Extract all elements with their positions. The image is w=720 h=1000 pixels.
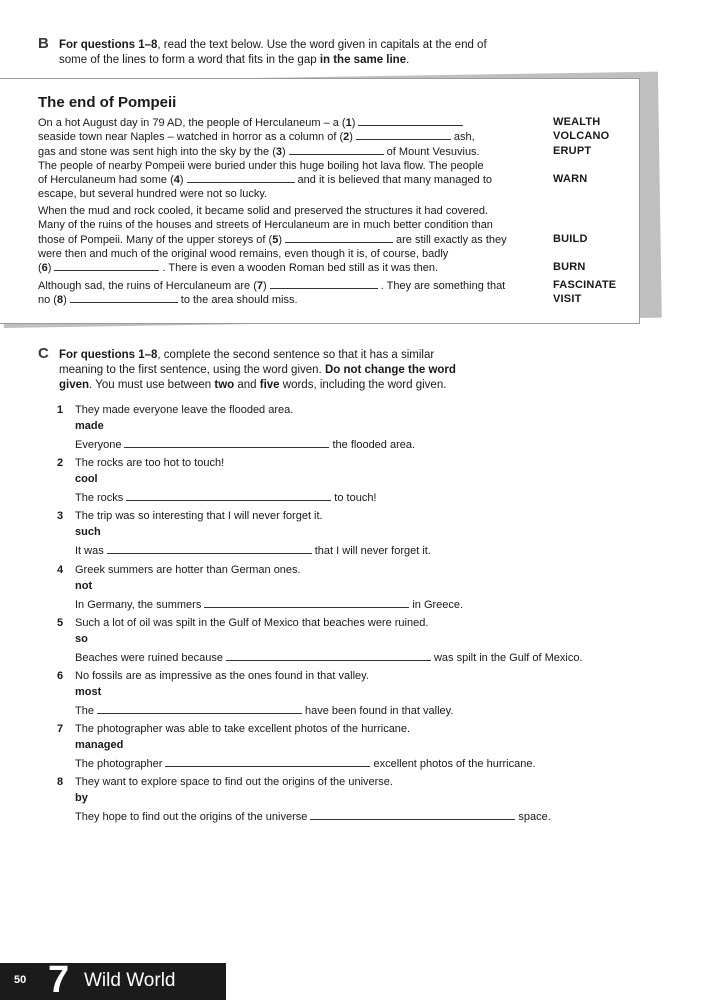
answer-gap[interactable] (310, 810, 515, 820)
answer-gap[interactable] (124, 438, 329, 448)
question-number: 3 (57, 510, 64, 522)
section-c-instructions: C For questions 1–8, complete the second sentence so that it has a similar meaning to the first sentence, using the word given. Do not change the word given. You must use between two and five words, including the word given. (38, 345, 456, 391)
keyword: VISIT (553, 293, 582, 305)
keyword: BURN (553, 261, 586, 273)
gap-number: 3 (275, 146, 282, 158)
question-number: 4 (57, 564, 64, 576)
answer-sentence: They hope to find out the origins of the universe space. (75, 811, 551, 823)
key-word: most (75, 686, 102, 698)
answer-sentence: The rocks to touch! (75, 492, 377, 504)
passage-line: When the mud and rock cooled, it became solid and preserved the structures it had covered. (38, 205, 489, 217)
section-letter: C (38, 345, 49, 362)
section-b-instructions: B For questions 1–8, read the text below. Use the word given in capitals at the end of some of the lines to form a word that fits in the gap in the same line. (38, 35, 487, 66)
passage-line: were then and much of the original wood remains, even though it is, of course, badly (38, 248, 449, 260)
answer-sentence: Everyone the flooded area. (75, 439, 416, 451)
answer-sentence: Beaches were ruined because was spilt in the Gulf of Mexico. (75, 652, 583, 664)
passage-line: of Herculaneum had some (4) and it is believed that many managed to (38, 174, 492, 186)
passage-line: those of Pompeii. Many of the upper storeys of (5) are still exactly as they (38, 234, 507, 246)
answer-gap[interactable] (70, 293, 178, 303)
section-letter: B (38, 35, 49, 52)
passage-line: (6) . There is even a wooden Roman bed still as it was then. (38, 262, 439, 274)
gap-number: 2 (343, 131, 350, 143)
answer-sentence: In Germany, the summers in Greece. (75, 599, 464, 611)
gap-number: 4 (173, 174, 180, 186)
passage-line: The people of nearby Pompeii were buried under this huge boiling hot lava flow. The people (38, 160, 484, 172)
answer-gap[interactable] (226, 651, 431, 661)
question-prompt: 8 They want to explore space to find out the origins of the universe. (57, 776, 393, 788)
answer-gap[interactable] (107, 544, 312, 554)
key-word: cool (75, 473, 98, 485)
keyword: BUILD (553, 233, 588, 245)
question-prompt: 1 They made everyone leave the flooded area. (57, 404, 294, 416)
answer-sentence: The photographer excellent photos of the hurricane. (75, 758, 536, 770)
answer-gap[interactable] (54, 261, 159, 271)
key-word: such (75, 526, 101, 538)
answer-gap[interactable] (204, 598, 409, 608)
key-word: managed (75, 739, 124, 751)
keyword: WEALTH (553, 116, 601, 128)
question-number: 1 (57, 404, 64, 416)
question-prompt: 6 No fossils are as impressive as the ones found in that valley. (57, 670, 369, 682)
passage-line: Although sad, the ruins of Herculaneum are (7) . They are something that (38, 280, 506, 292)
key-word: made (75, 420, 104, 432)
key-word: not (75, 580, 93, 592)
gap-number: 1 (345, 117, 352, 129)
answer-gap[interactable] (356, 130, 451, 140)
question-number: 8 (57, 776, 64, 788)
gap-number: 6 (41, 262, 48, 274)
keyword: FASCINATE (553, 279, 617, 291)
passage-line: escape, but several hundred were not so lucky. (38, 188, 268, 200)
passage-line: On a hot August day in 79 AD, the people of Herculaneum – a (1) (38, 116, 466, 130)
unit-title: Wild World (84, 970, 176, 991)
passage-title: The end of Pompeii (38, 94, 177, 111)
unit-number: 7 (48, 959, 70, 1000)
question-number: 2 (57, 457, 64, 469)
passage-line: Many of the ruins of the houses and streets of Herculaneum are in much better condition than (38, 219, 493, 231)
question-prompt: 7 The photographer was able to take excellent photos of the hurricane. (57, 723, 411, 735)
answer-gap[interactable] (358, 116, 463, 126)
gap-number: 8 (56, 294, 64, 306)
gap-number: 7 (256, 280, 264, 292)
keyword: ERUPT (553, 145, 592, 157)
question-prompt: 3 The trip was so interesting that I will never forget it. (57, 510, 323, 522)
answer-gap[interactable] (270, 279, 378, 289)
passage-line: no (8) to the area should miss. (38, 294, 298, 306)
question-prompt: 5 Such a lot of oil was spilt in the Gulf of Mexico that beaches were ruined. (57, 617, 429, 629)
answer-gap[interactable] (165, 757, 370, 767)
answer-sentence: The have been found in that valley. (75, 705, 454, 717)
passage-line: seaside town near Naples – watched in horror as a column of (2) ash, (38, 131, 475, 143)
keyword: VOLCANO (553, 130, 610, 142)
answer-gap[interactable] (285, 233, 393, 243)
passage-line: gas and stone was sent high into the sky by the (3) of Mount Vesuvius. (38, 146, 480, 158)
question-number: 5 (57, 617, 64, 629)
key-word: by (75, 792, 88, 804)
gap-number: 5 (272, 234, 279, 246)
answer-sentence: It was that I will never forget it. (75, 545, 431, 557)
answer-gap[interactable] (126, 491, 331, 501)
keyword: WARN (553, 173, 588, 185)
question-number: 7 (57, 723, 64, 735)
question-number: 6 (57, 670, 64, 682)
question-prompt: 2 The rocks are too hot to touch! (57, 457, 225, 469)
answer-gap[interactable] (187, 173, 295, 183)
key-word: so (75, 633, 88, 645)
answer-gap[interactable] (289, 145, 384, 155)
question-prompt: 4 Greek summers are hotter than German ones. (57, 564, 301, 576)
footer-bar (0, 959, 226, 1000)
page-number: 50 (14, 974, 27, 986)
answer-gap[interactable] (97, 704, 302, 714)
